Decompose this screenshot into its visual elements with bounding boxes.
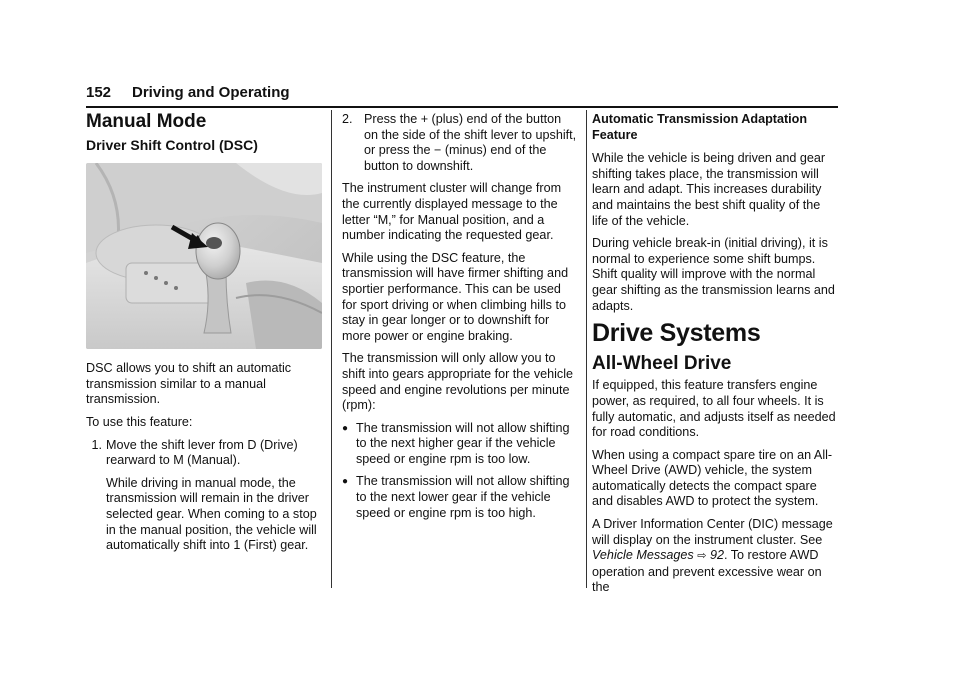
- step-1: [86, 438, 322, 469]
- column-2: [342, 112, 578, 528]
- dic-text-cont: . To restore AWD operation and prevent excessive wear on the: [592, 548, 822, 595]
- paragraph-spare-tire: When using a compact spare tire on an All-Wheel Drive (AWD) vehicle, the system automatically detects the compact spare and disables AWD to protect the system.: [592, 447, 833, 509]
- bullet-icon: ●: [342, 422, 349, 434]
- paragraph-awd-intro: If equipped, this feature transfers engine power, as required, to all four wheels. It is fully automatic, and adjusts itself as needed for road conditions.: [592, 378, 836, 440]
- section-title: Driving and Operating: [132, 84, 290, 101]
- use-label: To use this feature:: [86, 414, 193, 429]
- step-number: 1.: [91, 437, 102, 452]
- step-number: 2.: [342, 112, 353, 126]
- column-divider: [586, 110, 587, 588]
- shift-lever-photo: [86, 163, 322, 349]
- bullet-item: [342, 421, 578, 468]
- heading-adaptation: Automatic Transmission Adaptation Feature: [592, 112, 808, 142]
- page-number: 152: [86, 84, 112, 101]
- bullet-item: [342, 474, 578, 521]
- page-header: [86, 84, 838, 108]
- bullet-icon: ●: [342, 476, 349, 488]
- heading-drive-systems: Drive Systems: [592, 319, 761, 348]
- step-1-note: While driving in manual mode, the transmission will remain in the driver selected gear. When coming to a stop in the manual position, the vehicle will automatically shift into 1 (First) gear.: [106, 475, 317, 553]
- paragraph-break-in: During vehicle break-in (initial driving), it is normal to experience some shift bumps. Shift quality will improve with the normal gear shifting as the transmission learns and adapts.: [592, 236, 835, 313]
- step-text: Press the + (plus) end of the button on the side of the shift lever to upshift, or press the − (minus) end of the button to downshift.: [364, 112, 577, 173]
- step-2: [342, 112, 578, 174]
- column-divider: [331, 110, 332, 588]
- step-text: Move the shift lever from D (Drive) rearward to M (Manual).: [106, 437, 298, 468]
- column-3: [592, 112, 838, 603]
- page-ref-number[interactable]: 92: [709, 548, 724, 563]
- dic-text: A Driver Information Center (DIC) message will display on the instrument cluster. See: [592, 517, 833, 547]
- bullet-text: The transmission will not allow shifting to the next higher gear if the vehicle speed or engine rpm is too low.: [356, 420, 570, 466]
- paragraph-adapt: While the vehicle is being driven and gear shifting takes place, the transmission will learn and adapt. This increases durability and maintains the best shift quality of the life of the vehicle.: [592, 151, 826, 228]
- paragraph-dsc-feature: While using the DSC feature, the transmission will have firmer shifting and sportier performance. This can be used for sport driving or when climbing hills to stay in gear longer or to downshift for more power or engine braking.: [342, 250, 569, 343]
- heading-all-wheel-drive: All-Wheel Drive: [592, 352, 732, 374]
- paragraph-gear-limits: The transmission will only allow you to shift into gears appropriate for the vehicle speed and engine revolutions per minute (rpm):: [342, 351, 574, 413]
- page-ref-arrow-icon: ⇨: [697, 550, 707, 563]
- paragraph-cluster: The instrument cluster will change from the currently displayed message to the letter “M,” for Manual position, and a number indicating the requested gear.: [342, 181, 562, 243]
- subheading-dsc: Driver Shift Control (DSC): [86, 136, 258, 153]
- heading-manual-mode: Manual Mode: [86, 111, 207, 132]
- column-1: [86, 112, 322, 561]
- intro-paragraph: DSC allows you to shift an automatic transmission similar to a manual transmission.: [86, 361, 292, 407]
- paragraph-dic: [592, 517, 838, 596]
- vehicle-messages-link[interactable]: Vehicle Messages: [592, 548, 694, 563]
- bullet-text: The transmission will not allow shifting to the next lower gear if the vehicle speed or engine rpm is too high.: [356, 474, 570, 520]
